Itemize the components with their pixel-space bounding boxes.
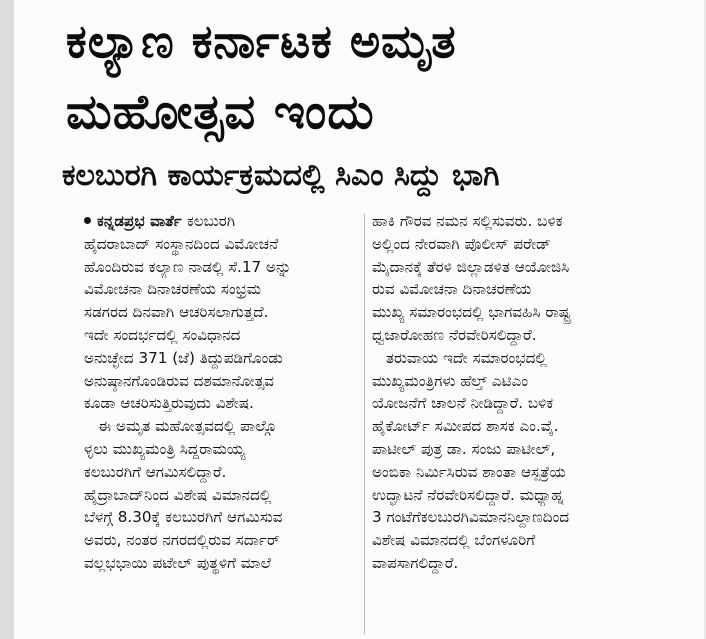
bullet-icon (84, 217, 91, 224)
body-line: ಮುಖ್ಯಮಂತ್ರಿಗಳು ಹೆಲ್ತ್ ಎಟಿಎಂ (372, 371, 529, 390)
body-line: ಅಂಬಿಕಾ ನಿರ್ಮಿಸಿರುವ ಶಾಂತಾ ಆಸ್ಪತ್ರೆಯ (372, 462, 566, 481)
body-line: ಮೈದಾನಕ್ಕೆ ತೆರಳಿ ಜಿಲ್ಲಾಡಳಿತ ಆಯೋಜಿಸಿ (372, 257, 570, 276)
byline (84, 210, 356, 233)
body-line: ಳ್ಳಲು ಮುಖ್ಯಮಂತ್ರಿ ಸಿದ್ದರಾಮಯ್ಯ (84, 439, 246, 458)
byline-place: ಕಲಬುರಗಿ (187, 212, 236, 230)
column-divider (364, 214, 365, 634)
body-line: ಹೈದರಾಬಾದ್ ಸಂಸ್ಥಾನದಿಂದ ವಿಮೋಚನೆ (84, 234, 279, 253)
body-line: ಈ ಅಮೃತ ಮಹೋತ್ಸವದಲ್ಲಿ ಪಾಲ್ಗೊ (98, 417, 277, 436)
body-line: ವಾಪಸಾಗಲಿದ್ದಾರೆ. (372, 553, 459, 572)
body-line: ಅನುಚ್ಛೇದ 371 (ಜೆ) ತಿದ್ದುಪಡಿಗೊಂಡು (84, 348, 283, 367)
body-line: ಕಲಬುರಗಿಗೆ ಆಗಮಿಸಲಿದ್ದಾರೆ. (84, 462, 227, 481)
body-line: ವಲ್ಲಭಭಾಯಿ ಪಟೇಲ್ ಪುತ್ಥಳಿಗೆ ಮಾಲೆ (84, 553, 272, 572)
body-line: ಹಾಕಿ ಗೌರವ ನಮನ ಸಲ್ಲಿಸುವರು. ಬಳಿಕ (372, 212, 563, 230)
body-line: ಧ್ವಜಾರೋಹಣ ನೆರವೇರಿಸಲಿದ್ದಾರೆ. (372, 325, 537, 344)
body-line: ಇದೇ ಸಂದರ್ಭದಲ್ಲಿ ಸಂವಿಧಾನದ (84, 325, 241, 344)
article-column-right (372, 210, 664, 575)
body-line: ಸಡಗರದ ದಿನವಾಗಿ ಆಚರಿಸಲಾಗುತ್ತದೆ. (84, 303, 269, 322)
headline-line-1: ಕಲ್ಯಾಣ ಕರ್ನಾಟಕ ಅಮೃತ (66, 14, 457, 68)
body-line: ತರುವಾಯ ಇದೇ ಸಮಾರಂಭದಲ್ಲಿ (386, 348, 547, 367)
body-line: ಅವರು, ನಂತರ ನಗರದಲ್ಲಿರುವ ಸರ್ದಾರ್ (84, 531, 280, 550)
body-line: ಬೆಳಗ್ಗೆ 8.30ಕ್ಕೆ ಕಲಬುರಗಿಗೆ ಆಗಮಿಸುವ (84, 508, 283, 527)
page-edge (0, 0, 14, 639)
body-line: ಅಲ್ಲಿಂದ ನೇರವಾಗಿ ಪೊಲೀಸ್ ಪರೇಡ್ (372, 234, 551, 253)
body-line: 3 ಗಂಟೆಗೆಕಲಬುರಗಿವಿಮಾನನಿಲ್ದಾಣದಿಂದ (372, 508, 570, 527)
body-line: ಕೂಡಾ ಆಚರಿಸುತ್ತಿರುವುದು ವಿಶೇಷ. (84, 394, 255, 413)
subheadline: ಕಲಬುರಗಿ ಕಾರ್ಯಕ್ರಮದಲ್ಲಿ ಸಿಎಂ ಸಿದ್ದು ಭಾಗಿ (62, 158, 500, 193)
body-line: ಯೋಜನೆಗೆ ಚಾಲನೆ ನೀಡಿದ್ದಾರೆ. ಬಳಿಕ (372, 394, 554, 413)
article-column-left (84, 210, 356, 575)
body-line: ಅನುಷ್ಠಾನಗೊಂಡಿರುವ ದಶಮಾನೋತ್ಸವ (84, 371, 274, 390)
byline-source: ಕನ್ನಡಪ್ರಭ ವಾರ್ತೆ (97, 212, 182, 230)
body-line: ರುವ ವಿಮೋಚನಾ ದಿನಾಚರಣೆಯ (372, 280, 532, 299)
headline-line-2: ಮಹೋತ್ಸವ ಇಂದು (66, 84, 375, 140)
body-line: ವಿಶೇಷ ವಿಮಾನದಲ್ಲಿ ಬೆಂಗಳೂರಿಗೆ (372, 531, 536, 550)
body-line: ಉದ್ಘಾಟನೆ ನೆರವೇರಿಸಲಿದ್ದಾರೆ. ಮಧ್ಯಾಹ್ನ (372, 485, 564, 504)
body-line: ಹೈಕೋರ್ಟ್ ಸಮೀಪದ ಶಾಸಕ ಎಂ.ವೈ. (372, 417, 559, 436)
body-line: ಹೊಂದಿರುವ ಕಲ್ಯಾಣ ನಾಡಲ್ಲಿ ಸೆ.17 ಅನ್ನು (84, 257, 292, 276)
body-line: ಮುಖ್ಯ ಸಮಾರಂಭದಲ್ಲಿ ಭಾಗವಹಿಸಿ ರಾಷ್ಟ್ರ (372, 303, 571, 322)
body-line: ಪಾಟೀಲ್ ಪುತ್ರ ಡಾ. ಸಂಜು ಪಾಟೀಲ್, (372, 439, 556, 458)
body-line: ವಿಮೋಚನಾ ದಿನಾಚರಣೆಯ ಸಂಭ್ರಮ (84, 280, 262, 299)
body-line: ಹೈದ್ರಾಬಾದ್‌ನಿಂದ ವಿಶೇಷ ವಿಮಾನದಲ್ಲಿ (84, 485, 272, 504)
